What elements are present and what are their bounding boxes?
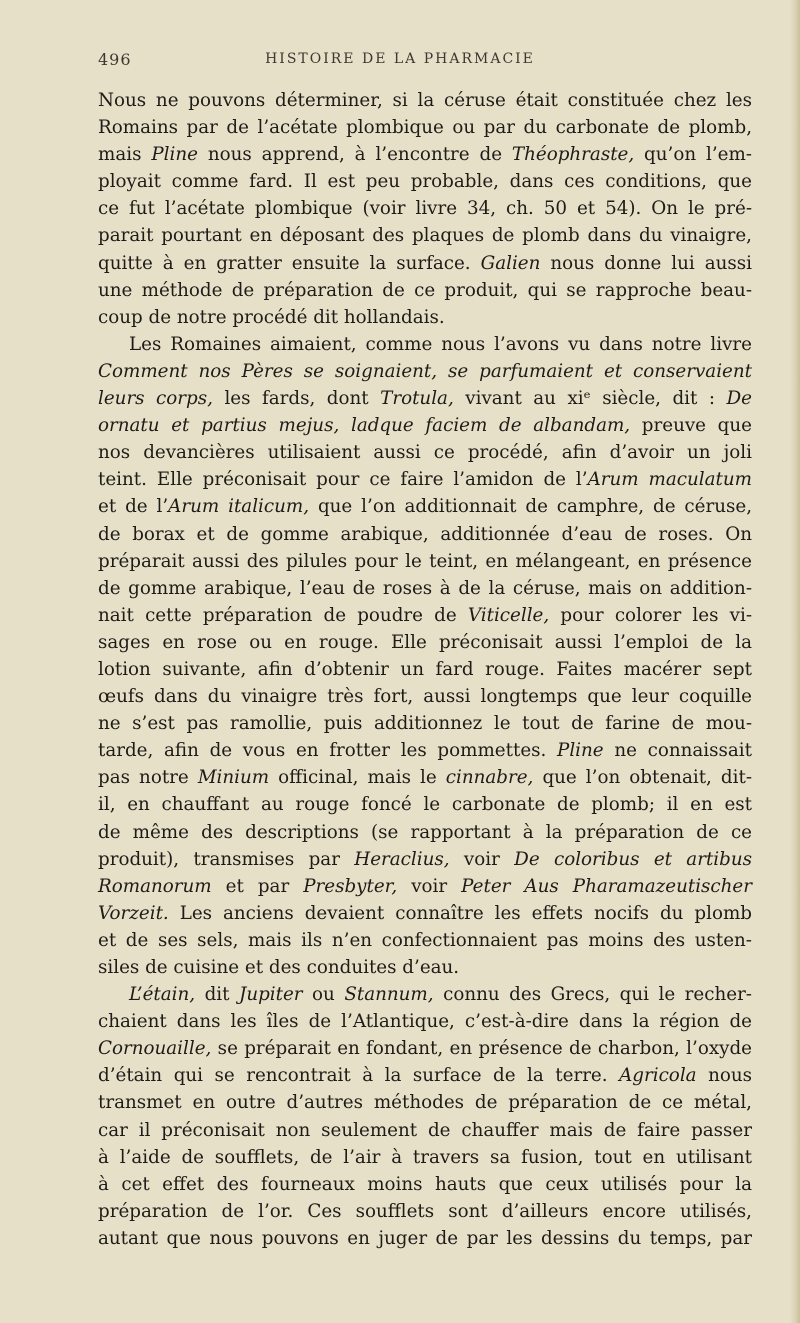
text-run: d’étain qui se rencontrait à la surface de la terre. [98,1065,620,1087]
text-run: nait cette préparation de poudre de [98,604,468,626]
text-run: qu’on l’em- [634,144,752,166]
text-line [98,1171,752,1198]
text-line [98,331,752,358]
text-run: chaient dans les îles de l’Atlantique, c’est-à-dire dans la région de [98,1011,752,1033]
text-run: nous apprend, à l’encontre de [197,144,512,166]
text-line [98,629,752,656]
page-number: 496 [98,50,132,69]
text-line [98,1198,752,1225]
text-line [98,927,752,954]
italic-run: ornatu et partius mejus, ladque faciem de albandam, [98,415,631,437]
text-line [98,358,752,385]
text-line [98,1008,752,1035]
text-run: voir [397,875,462,897]
italic-run: Trotula, [380,388,454,410]
italic-run: Théophraste, [511,144,635,166]
text-run: se préparait en fondant, en présence de charbon, l’oxyde [211,1038,752,1060]
text-run: de gomme arabique, l’eau de roses à de la céruse, mais on addition- [98,577,752,599]
page-edge [790,0,800,1323]
text-run: nous [696,1065,752,1087]
text-run: quitte à en gratter ensuite la surface. [98,252,481,274]
text-line [98,87,752,114]
text-run: Romains par de l’acétate plombique ou par du carbonate de plomb, [98,117,752,139]
text-run: préparait aussi des pilules pour le teint, en mélangeant, en présence [98,550,752,572]
text-run: Les anciens devaient connaître les effets nocifs du plomb [168,902,752,924]
italic-run: Vorzeit. [98,902,169,924]
text-run: car il préconisait non seulement de chauffer mais de faire passer [98,1119,752,1141]
italic-run: Comment nos Pères se soignaient, se parfumaient et conservaient [98,360,752,382]
text-line [98,195,752,222]
italic-run: De coloribus et artibus [514,848,752,870]
text-run: autant que nous pouvons en juger de par les dessins du temps, par [98,1227,752,1249]
text-line [98,575,752,602]
text-line [98,873,752,900]
text-run: mais [98,144,152,166]
text-run: à l’aide de soufflets, de l’air à travers sa fusion, tout en utilisant [98,1146,752,1168]
text-line [98,764,752,791]
text-run: pas notre [98,767,198,789]
text-line [98,412,752,439]
text-line [98,250,752,277]
italic-run: Agricola [619,1065,697,1087]
text-run: teint. Elle préconisait pour ce faire l’amidon de l’ [98,469,588,491]
text-run: Nous ne pouvons déterminer, si la céruse était constituée chez les [98,90,752,111]
text-line [98,1035,752,1062]
italic-run: Peter Aus Pharamazeutischer [461,875,752,897]
text-run: une méthode de préparation de ce produit, qui se rapproche beau- [98,279,752,301]
text-run: à cet effet des fourneaux moins hauts que ceux utilisés pour la [98,1173,752,1195]
text-run: ployait comme fard. Il est peu probable, dans ces conditions, que [98,171,752,193]
italic-run: Cornouaille, [98,1038,212,1060]
text-run: voir [449,848,515,870]
italic-run: Minium [197,767,270,789]
text-run: transmet en outre d’autres méthodes de préparation de ce métal, [98,1092,752,1114]
text-run: sages en rose ou en rouge. Elle préconisait aussi l’emploi de la [98,631,752,653]
text-line [98,900,752,927]
text-line [98,710,752,737]
text-run: et de ses sels, mais ils n’en confectionnaient pas moins des usten- [98,929,752,951]
running-title: HISTOIRE DE LA PHARMACIE [265,51,535,67]
text-run: ce fut l’acétate plombique (voir livre 34, ch. 50 et 54). On le pré- [98,198,752,220]
text-run: de même des descriptions (se rapportant à la préparation de ce [98,821,752,843]
text-run: préparation de l’or. Ces soufflets sont d’ailleurs encore utilisés, [98,1200,752,1222]
text-run: et de l’ [98,496,169,518]
italic-run: Romanorum [98,875,212,897]
body-text [98,87,752,1252]
text-line [98,277,752,304]
text-run: preuve que [630,415,752,437]
text-line [98,602,752,629]
text-run: ou [302,984,345,1006]
text-run: produit), transmises par [98,848,355,870]
text-run: œufs dans du vinaigre très fort, aussi longtemps que leur coquille [98,686,752,708]
text-line [98,304,752,331]
italic-run: Galien [480,252,541,274]
text-line [98,168,752,195]
text-run: vivant au xiᵉ siècle, dit : [453,388,727,410]
text-line [98,385,752,412]
italic-run: cinnabre, [445,767,534,789]
text-line [98,846,752,873]
text-line [98,954,752,981]
text-run: nous donne lui aussi [540,252,752,274]
italic-run: Viticelle, [467,604,550,626]
italic-run: leurs corps, [98,388,213,410]
text-line [98,1062,752,1089]
text-line [98,114,752,141]
italic-run: Heraclius, [354,848,450,870]
text-run: et par [211,875,304,897]
text-run: pour colorer les vi- [549,604,753,626]
text-run: il, en chauffant au rouge foncé le carbonate de plomb; il en est [98,794,752,816]
text-line [98,1089,752,1116]
text-run: que l’on obtenait, dit- [533,767,752,789]
text-run: officinal, mais le [269,767,446,789]
text-line [98,222,752,249]
text-run: connu des Grecs, qui le recher- [433,984,752,1006]
italic-run: De [726,388,752,410]
text-run: ne connaissait [603,740,752,762]
text-line [98,1225,752,1252]
text-line [98,439,752,466]
text-line [98,548,752,575]
text-line [98,791,752,818]
italic-run: Arum maculatum [587,469,753,491]
text-line [98,466,752,493]
italic-run: Stannum, [344,984,434,1006]
text-run: lotion suivante, afin d’obtenir un fard rouge. Faites macérer sept [98,658,752,680]
text-run: dit [195,984,239,1006]
italic-run: Arum italicum, [168,496,310,518]
text-run: tarde, afin de vous en frotter les pommettes. [98,740,558,762]
text-line [98,1144,752,1171]
text-run: nos devancières utilisaient aussi ce procédé, afin d’avoir un joli [98,442,752,464]
text-line [98,141,752,168]
text-line [98,737,752,764]
italic-run: Pline [151,144,198,166]
italic-run: Jupiter [238,984,303,1006]
text-run: ne s’est pas ramollie, puis additionnez le tout de farine de mou- [98,713,752,735]
text-run: parait pourtant en déposant des plaques de plomb dans du vinaigre, [98,225,752,247]
text-run: Les Romaines aimaient, comme nous l’avons vu dans notre livre [129,333,752,355]
text-line [98,819,752,846]
text-line [98,981,752,1008]
text-line [98,493,752,520]
italic-run: Pline [557,740,604,762]
text-run: les fards, dont [212,388,381,410]
text-line [98,683,752,710]
text-run: de borax et de gomme arabique, additionnée d’eau de roses. On [98,523,752,545]
text-run: coup de notre procédé dit hollandais. [98,306,445,328]
text-run: siles de cuisine et des conduites d’eau. [98,957,460,978]
text-line [98,1117,752,1144]
text-line [98,521,752,548]
italic-run: L’étain, [129,984,196,1006]
text-run: que l’on additionnait de camphre, de céruse, [309,496,753,518]
text-line [98,656,752,683]
italic-run: Presbyter, [303,875,398,897]
